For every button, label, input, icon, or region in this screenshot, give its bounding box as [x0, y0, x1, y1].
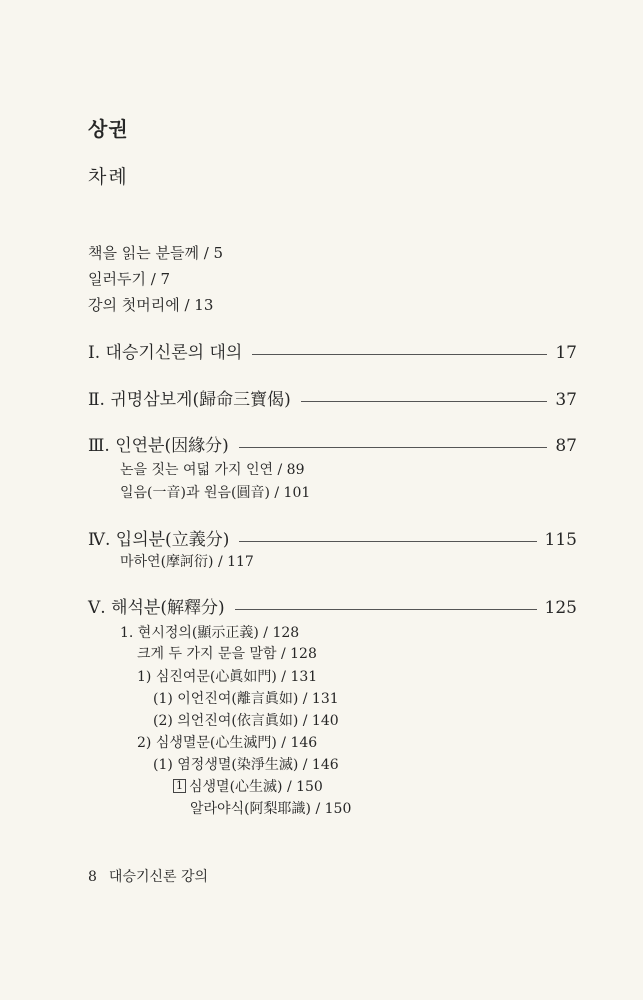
sub-entry-text: 심생멸(心生滅) / 150 [189, 779, 323, 795]
chapter-page: 115 [544, 530, 577, 550]
leader-rule [239, 541, 536, 542]
toc-chapter-2 [88, 389, 577, 411]
chapter-page: 125 [544, 598, 577, 618]
toc-sub-entry: 논을 짓는 여덟 가지 인연 / 89 [120, 462, 305, 478]
leader-rule [252, 354, 547, 355]
toc-title: 차례 [88, 166, 129, 188]
toc-chapter-4 [88, 529, 577, 551]
footer-page-number: 8 [88, 869, 97, 885]
toc-sub-entry [173, 777, 323, 797]
toc-chapter-3 [88, 435, 577, 457]
boxed-number: 1 [173, 779, 186, 793]
chapter-label: Ⅰ. 대승기신론의 대의 [88, 343, 243, 363]
footer-book-title: 대승기신론 강의 [108, 869, 209, 885]
chapter-label: Ⅳ. 입의분(立義分) [88, 530, 230, 550]
leader-rule [235, 609, 537, 610]
chapter-label: Ⅱ. 귀명삼보게(歸命三寶偈) [88, 390, 291, 410]
page-footer [88, 866, 208, 886]
toc-sub-entry: 일음(一音)과 원음(圓音) / 101 [120, 485, 311, 501]
front-matter-entry: 책을 읽는 분들께 / 5 [88, 244, 224, 262]
toc-sub-entry: 2) 심생멸문(心生滅門) / 146 [137, 735, 318, 751]
toc-sub-entry: (1) 염정생멸(染淨生滅) / 146 [153, 757, 339, 773]
front-matter-entry: 강의 첫머리에 / 13 [88, 296, 214, 314]
toc-sub-entry: 1. 현시정의(顯示正義) / 128 [120, 625, 300, 641]
leader-rule [301, 401, 548, 402]
toc-sub-entry: 1) 심진여문(心眞如門) / 131 [137, 669, 318, 685]
volume-title: 상권 [88, 117, 129, 141]
chapter-label: Ⅲ. 인연분(因緣分) [88, 436, 229, 456]
toc-sub-entry: 크게 두 가지 문을 말함 / 128 [137, 646, 317, 662]
toc-sub-entry: 마하연(摩訶衍) / 117 [120, 554, 254, 570]
front-matter-entry: 일러두기 / 7 [88, 270, 171, 288]
chapter-label: Ⅴ. 해석분(解釋分) [88, 598, 225, 618]
toc-sub-entry: 알라야식(阿梨耶識) / 150 [190, 801, 352, 817]
chapter-page: 17 [555, 343, 577, 363]
leader-rule [239, 447, 548, 448]
toc-sub-entry: (1) 이언진여(離言眞如) / 131 [153, 691, 339, 707]
chapter-page: 87 [555, 436, 577, 456]
toc-chapter-5 [88, 597, 577, 619]
toc-chapter-1 [88, 342, 577, 364]
chapter-page: 37 [555, 390, 577, 410]
toc-sub-entry: (2) 의언진여(依言眞如) / 140 [153, 713, 339, 729]
